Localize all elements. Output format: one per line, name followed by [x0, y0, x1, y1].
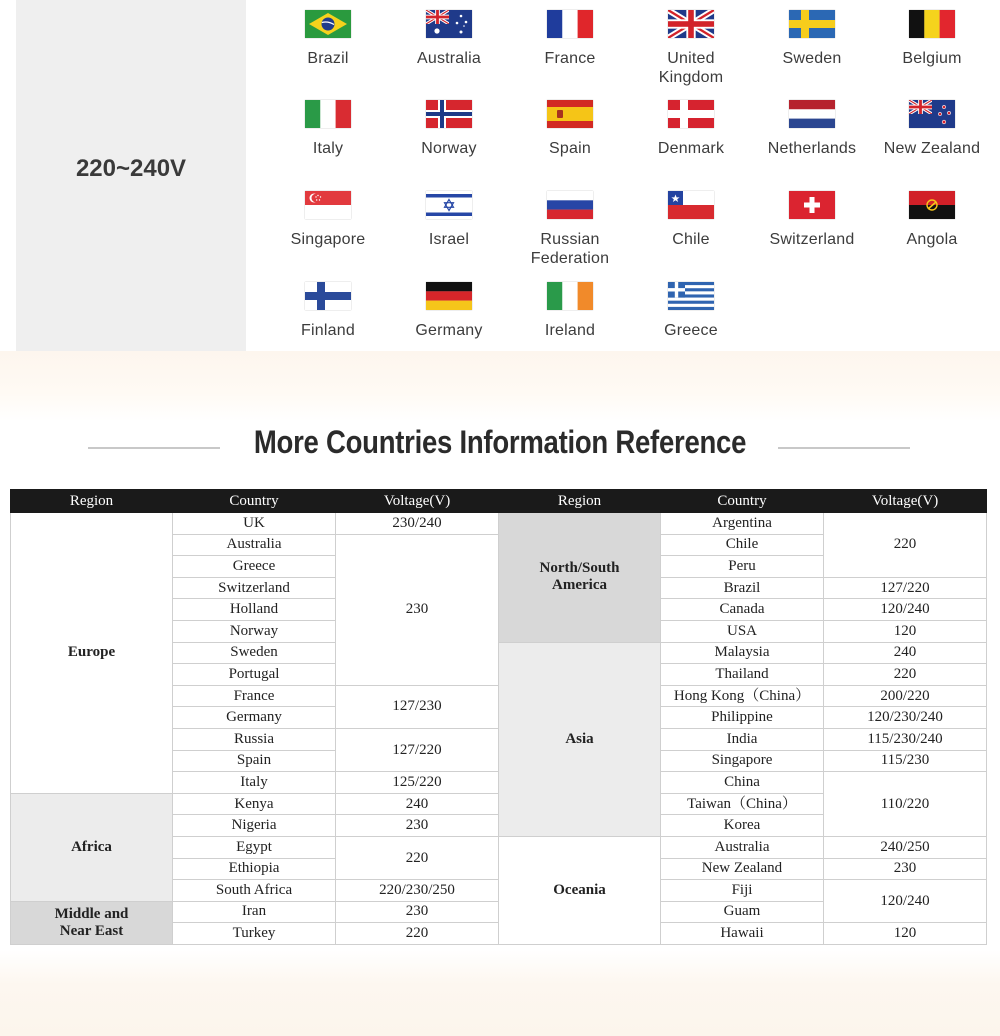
voltage-cell: 120/240: [824, 880, 987, 923]
bottom-band: [0, 950, 1000, 1036]
region-cell: Asia: [499, 642, 661, 836]
voltage-cell: 230: [336, 815, 499, 837]
uk-flag-icon: [668, 10, 714, 38]
voltage-cell: 230: [336, 901, 499, 923]
countries-voltage-table: [10, 489, 987, 945]
country-cell: France: [173, 685, 336, 707]
australia-flag-icon: [426, 10, 472, 38]
spain-flag-icon: [547, 100, 593, 128]
voltage-cell: 220: [824, 664, 987, 686]
country-name: Sweden: [782, 50, 842, 67]
voltage-label: 220~240V: [75, 155, 187, 182]
country-cell: Brazil: [661, 577, 824, 599]
country-item: [505, 10, 635, 68]
israel-flag-icon: [426, 191, 472, 219]
country-cell: Switzerland: [173, 577, 336, 599]
country-name: Denmark: [657, 140, 725, 157]
header-voltage: Voltage(V): [824, 490, 987, 513]
country-cell: Taiwan（China）: [661, 793, 824, 815]
voltage-cell: 120: [824, 923, 987, 945]
sweden-flag-icon: [789, 10, 835, 38]
denmark-flag-icon: [668, 100, 714, 128]
country-item: [867, 191, 997, 249]
country-cell: India: [661, 728, 824, 750]
country-cell: Italy: [173, 772, 336, 794]
voltage-panel: [0, 0, 1000, 351]
country-cell: Turkey: [173, 923, 336, 945]
country-item: [626, 100, 756, 158]
italy-flag-icon: [305, 100, 351, 128]
country-cell: Guam: [661, 901, 824, 923]
table-header-row: [11, 490, 987, 513]
country-name: Israel: [428, 231, 470, 248]
section-heading: More Countries Information Reference: [253, 424, 747, 460]
country-cell: South Africa: [173, 880, 336, 902]
region-cell: Oceania: [499, 836, 661, 944]
country-cell: UK: [173, 513, 336, 535]
voltage-cell: 220: [824, 513, 987, 578]
country-cell: Argentina: [661, 513, 824, 535]
country-item: [384, 100, 514, 158]
country-cell: New Zealand: [661, 858, 824, 880]
header-country: Country: [173, 490, 336, 513]
country-cell: Peru: [661, 556, 824, 578]
voltage-cell: 125/220: [336, 772, 499, 794]
country-item: [384, 191, 514, 249]
region-cell: Europe: [11, 513, 173, 794]
voltage-cell: 220: [336, 836, 499, 879]
angola-flag-icon: [909, 191, 955, 219]
voltage-cell: 115/230: [824, 750, 987, 772]
region-cell: Middle and Near East: [11, 901, 173, 944]
country-item: [505, 282, 635, 340]
country-name: Russian Federation: [530, 231, 610, 267]
country-name: Norway: [421, 140, 477, 157]
country-cell: Thailand: [661, 664, 824, 686]
section-heading-row: [0, 420, 1000, 474]
country-cell: Australia: [173, 534, 336, 556]
voltage-cell: 127/220: [336, 728, 499, 771]
region-cell: Africa: [11, 793, 173, 901]
country-item: [747, 100, 877, 158]
voltage-cell: 230/240: [336, 513, 499, 535]
header-voltage: Voltage(V): [336, 490, 499, 513]
country-cell: Russia: [173, 728, 336, 750]
divider-band: [0, 351, 1000, 421]
switzerland-flag-icon: [789, 191, 835, 219]
country-item: [263, 191, 393, 249]
country-name: France: [544, 50, 596, 67]
voltage-cell: 120: [824, 620, 987, 642]
voltage-cell: 220/230/250: [336, 880, 499, 902]
country-cell: Norway: [173, 620, 336, 642]
country-name: New Zealand: [883, 140, 981, 157]
country-cell: Fiji: [661, 880, 824, 902]
country-name: Spain: [549, 140, 591, 157]
header-country: Country: [661, 490, 824, 513]
country-cell: Singapore: [661, 750, 824, 772]
country-name: Greece: [664, 322, 718, 339]
country-item: [384, 282, 514, 340]
country-name: Finland: [301, 322, 355, 339]
country-name: Chile: [672, 231, 710, 248]
voltage-cell: 240/250: [824, 836, 987, 858]
country-name: Singapore: [290, 231, 366, 248]
norway-flag-icon: [426, 100, 472, 128]
voltage-cell: 120/240: [824, 599, 987, 621]
country-cell: Holland: [173, 599, 336, 621]
country-cell: Malaysia: [661, 642, 824, 664]
singapore-flag-icon: [305, 191, 351, 219]
flag-grid: [246, 0, 1000, 351]
voltage-cell: 115/230/240: [824, 728, 987, 750]
country-cell: Nigeria: [173, 815, 336, 837]
voltage-cell: 110/220: [824, 772, 987, 837]
country-cell: Chile: [661, 534, 824, 556]
country-name: Germany: [415, 322, 483, 339]
header-region: Region: [499, 490, 661, 513]
country-cell: Greece: [173, 556, 336, 578]
country-name: Australia: [416, 50, 482, 67]
country-cell: Philippine: [661, 707, 824, 729]
country-name: Switzerland: [769, 231, 855, 248]
voltage-cell: 240: [336, 793, 499, 815]
brazil-flag-icon: [305, 10, 351, 38]
ireland-flag-icon: [547, 282, 593, 310]
country-cell: Egypt: [173, 836, 336, 858]
country-name: Italy: [312, 140, 344, 157]
country-item: [505, 191, 635, 268]
country-cell: Sweden: [173, 642, 336, 664]
header-region: Region: [11, 490, 173, 513]
country-item: [626, 282, 756, 340]
finland-flag-icon: [305, 282, 351, 310]
country-cell: Canada: [661, 599, 824, 621]
country-item: [384, 10, 514, 68]
country-item: [505, 100, 635, 158]
country-cell: Kenya: [173, 793, 336, 815]
greece-flag-icon: [668, 282, 714, 310]
france-flag-icon: [547, 10, 593, 38]
region-cell: North/South America: [499, 513, 661, 643]
russia-flag-icon: [547, 191, 593, 219]
country-cell: Spain: [173, 750, 336, 772]
country-name: Brazil: [307, 50, 349, 67]
voltage-cell: 120/230/240: [824, 707, 987, 729]
netherlands-flag-icon: [789, 100, 835, 128]
country-item: [263, 10, 393, 68]
voltage-cell: 220: [336, 923, 499, 945]
table-row: [11, 513, 987, 535]
country-item: [867, 100, 997, 158]
country-item: [747, 191, 877, 249]
country-item: [626, 191, 756, 249]
country-item: [263, 100, 393, 158]
country-name: Netherlands: [767, 140, 857, 157]
country-item: [867, 10, 997, 68]
country-cell: Hawaii: [661, 923, 824, 945]
country-cell: USA: [661, 620, 824, 642]
country-cell: Portugal: [173, 664, 336, 686]
country-cell: Australia: [661, 836, 824, 858]
country-name: United Kingdom: [658, 50, 724, 86]
country-cell: Ethiopia: [173, 858, 336, 880]
country-cell: Korea: [661, 815, 824, 837]
country-name: Ireland: [544, 322, 596, 339]
voltage-cell: 127/230: [336, 685, 499, 728]
belgium-flag-icon: [909, 10, 955, 38]
country-name: Angola: [906, 231, 958, 248]
country-name: Belgium: [902, 50, 962, 67]
country-item: [626, 10, 756, 87]
country-cell: Hong Kong（China）: [661, 685, 824, 707]
germany-flag-icon: [426, 282, 472, 310]
country-cell: Germany: [173, 707, 336, 729]
voltage-cell: 230: [336, 534, 499, 685]
country-cell: China: [661, 772, 824, 794]
voltage-cell: 200/220: [824, 685, 987, 707]
chile-flag-icon: [668, 191, 714, 219]
country-item: [747, 10, 877, 68]
voltage-cell: 127/220: [824, 577, 987, 599]
voltage-cell: 230: [824, 858, 987, 880]
voltage-cell: 240: [824, 642, 987, 664]
country-cell: Iran: [173, 901, 336, 923]
new-zealand-flag-icon: [909, 100, 955, 128]
country-item: [263, 282, 393, 340]
